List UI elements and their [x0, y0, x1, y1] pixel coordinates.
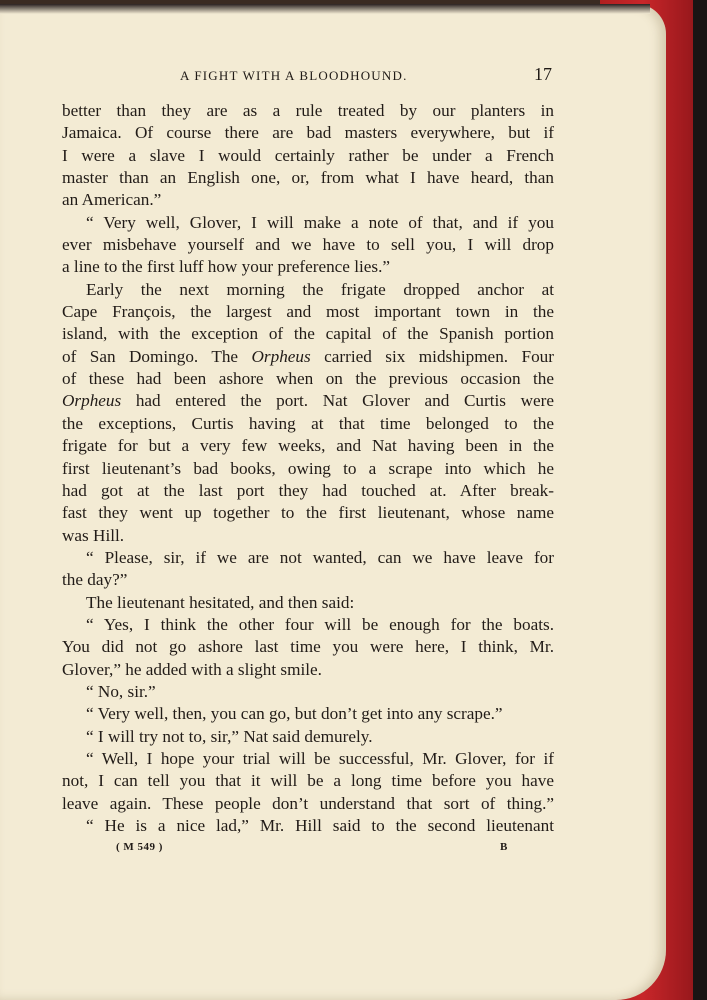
text-line: the day?”	[62, 570, 128, 590]
text-line: Early the next morning the frigate dropped anchor at	[86, 279, 554, 299]
text-line: a line to the first luff how your preference lies.”	[62, 257, 391, 277]
text-line: island, with the exception of the capital of the Spanish portion	[62, 324, 554, 344]
ship-name: Orpheus	[251, 346, 311, 366]
text-line: Glover,” he added with a slight smile.	[62, 659, 322, 679]
page-top-edge	[0, 4, 650, 14]
text-line: first lieutenant’s bad books, owing to a scrape into which he	[62, 458, 554, 478]
text-line: better than they are as a rule treated by our planters in	[62, 101, 554, 120]
text-line: The lieutenant hesitated, and then said:	[86, 592, 355, 612]
text-line: the exceptions, Curtis having at that time belonged to the	[62, 413, 554, 433]
text-line: ever misbehave yourself and we have to sell you, I will drop	[62, 235, 554, 255]
text-line: master than an English one, or, from what I have heard, than	[62, 168, 554, 188]
text-line: “ I will try not to, sir,” Nat said demurely.	[86, 726, 373, 746]
text-line: had got at the last port they had touched at. After break-	[62, 480, 554, 500]
text-line: “ Yes, I think the other four will be enough for the boats.	[86, 614, 554, 634]
text-line: “ No, sir.”	[86, 681, 156, 701]
text-line: “ Very well, Glover, I will make a note of that, and if you	[86, 212, 554, 232]
page-footer	[62, 841, 554, 859]
text-segment: carried six midshipmen. Four	[310, 346, 554, 366]
text-segment: had entered the port. Nat Glover and Curtis were	[121, 391, 554, 411]
text-segment: of San Domingo. The	[62, 346, 252, 366]
page-number: 17	[534, 64, 552, 84]
text-line: fast they went up together to the first lieutenant, whose name	[62, 503, 554, 523]
text-line: “ Please, sir, if we are not wanted, can we have leave for	[86, 547, 554, 567]
ship-name: Orpheus	[62, 391, 122, 411]
text-line: was Hill.	[62, 525, 125, 545]
text-line	[62, 346, 554, 368]
background-strip	[693, 0, 707, 1000]
running-head: A FIGHT WITH A BLOODHOUND.	[180, 68, 408, 83]
text-line: “ Well, I hope your trial will be successful, Mr. Glover, for if	[86, 748, 554, 768]
text-line: You did not go ashore last time you were here, I think, Mr.	[62, 637, 554, 657]
text-line: not, I can tell you that it will be a long time before you have	[62, 771, 554, 791]
text-line: leave again. These people don’t understand that sort of thing.”	[62, 793, 554, 813]
body-text	[62, 100, 554, 837]
text-line: Cape François, the largest and most important town in the	[62, 302, 554, 322]
printer-signature: ( M 549 )	[116, 841, 163, 853]
text-line: of these had been ashore when on the previous occasion the	[62, 369, 554, 389]
text-line: “ He is a nice lad,” Mr. Hill said to the second lieutenant	[86, 816, 554, 835]
book-page	[0, 4, 666, 1000]
text-line: I were a slave I would certainly rather be under a French	[62, 145, 554, 165]
signature-letter: B	[500, 841, 508, 853]
text-line: frigate for but a very few weeks, and Nat having been in the	[62, 436, 554, 456]
text-line: Jamaica. Of course there are bad masters everywhere, but if	[62, 123, 554, 143]
text-line: an American.”	[62, 190, 162, 210]
text-line	[62, 390, 554, 412]
text-line: “ Very well, then, you can go, but don’t get into any scrape.”	[86, 704, 503, 724]
page-header	[62, 64, 554, 90]
